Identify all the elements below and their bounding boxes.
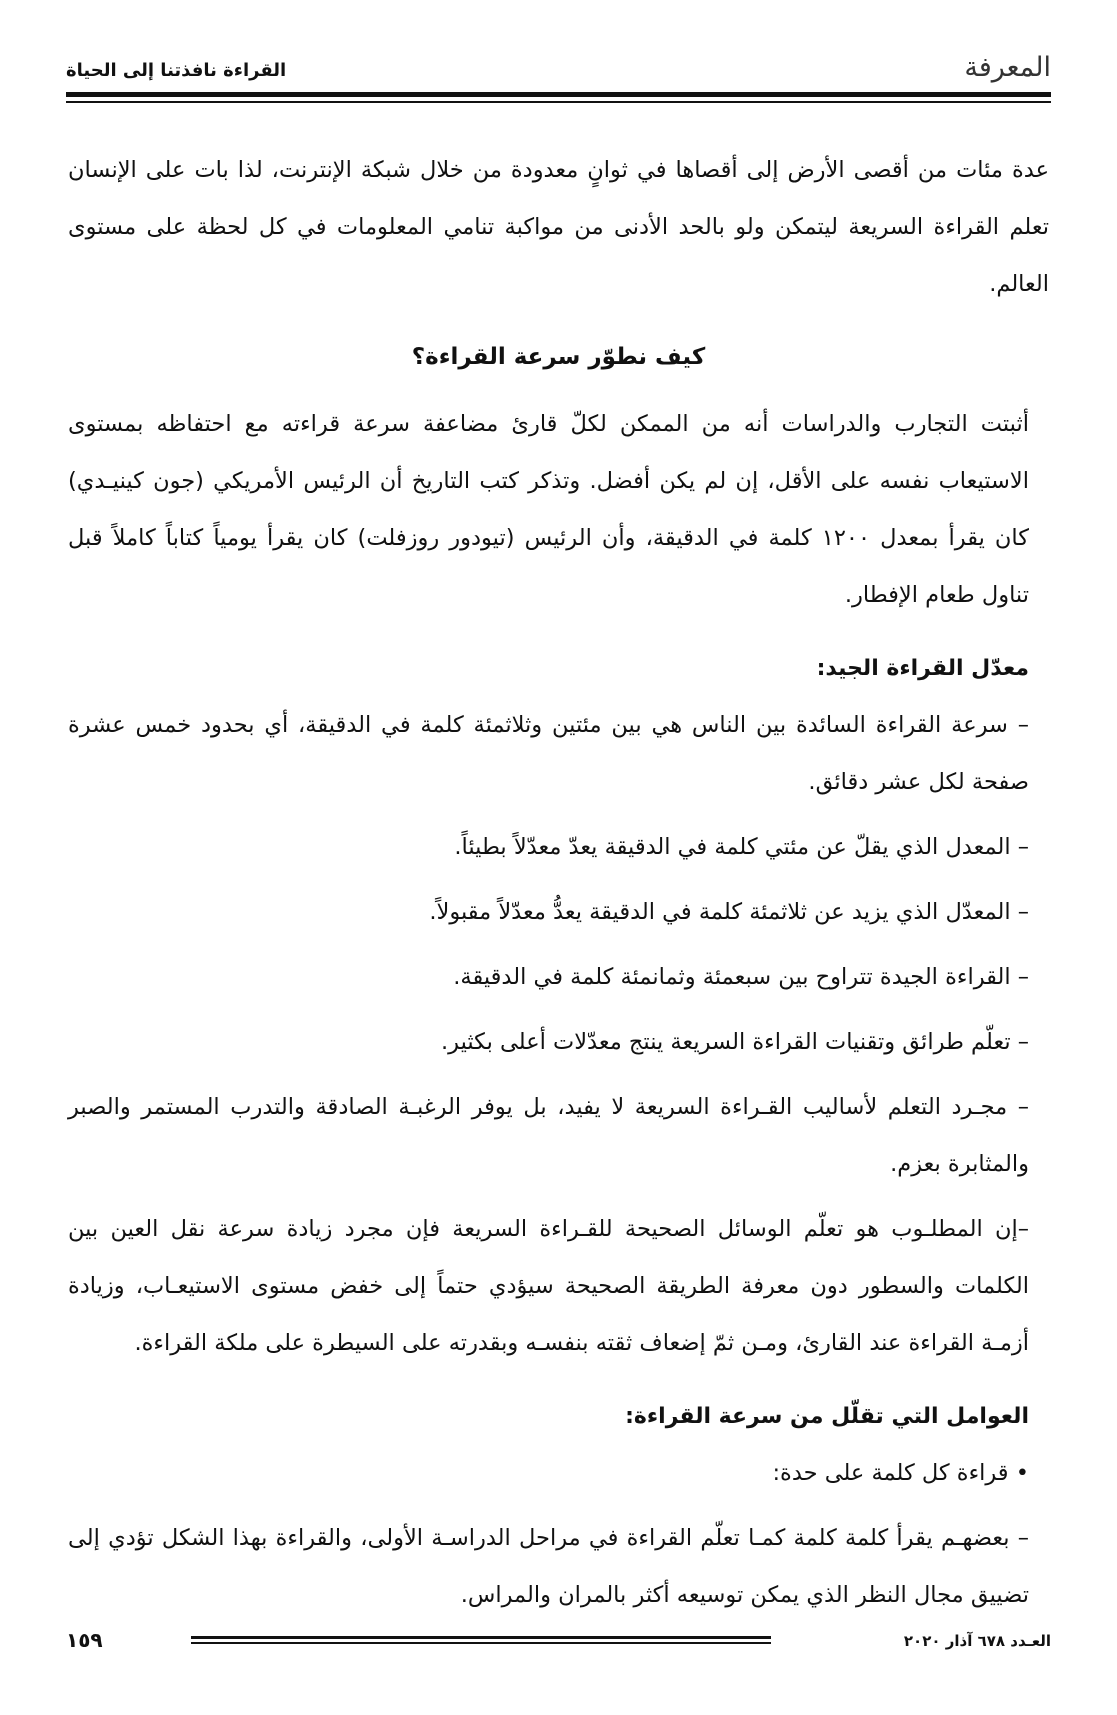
running-title: القراءة نافذتنا إلى الحياة <box>66 60 287 81</box>
rate-item: – القراءة الجيدة تتراوح بين سبعمئة وثمانمئة كلمة في الدقيقة. <box>453 964 1029 990</box>
rate-item: – المعدّل الذي يزيد عن ثلاثمئة كلمة في الدقيقة يعدُّ معدّلاً مقبولاً. <box>429 899 1029 925</box>
rate-item: – سرعة القراءة السائدة بين الناس هي بين مئتين وثلاثمئة كلمة في الدقيقة، أي بحدود خمس عشرة صفحة لكل عشر دقائق. <box>68 712 1029 795</box>
section-heading-speed: كيف نطوّر سرعة القراءة؟ <box>411 344 706 370</box>
required-paragraph: –إن المطلـوب هو تعلّم الوسائل الصحيحة للقـراءة السريعة فإن مجرد زيادة سرعة نقل العين بين الكلمات والسطور دون معرفة الطريقة الصحيحة سيؤدي حتماً إلى خفض مستوى الاستيعـاب، وزيادة أزمـة القراءة عند القارئ، ومـن ثمّ إضعاف ثقته بنفسـه وبقدرته على السيطرة على ملكة القراءة. <box>68 1216 1029 1356</box>
issue-label: العـدد ٦٧٨ آذار ٢٠٢٠ <box>903 1632 1051 1650</box>
header-rule <box>66 92 1051 97</box>
intro-paragraph: عدة مئات من أقصى الأرض إلى أقصاها في ثوانٍ معدودة من خلال شبكة الإنترنت، لذا بات على الإنسان تعلم القراءة السريعة ليتمكن ولو بالحد الأدنى من مواكبة تنامي المعلومات في كل لحظة على مستوى العالم. <box>68 157 1049 297</box>
rate-item: – مجـرد التعلم لأساليب القـراءة السريعة لا يفيد، بل يوفر الرغبـة الصادقة والتدرب المستمر والصبر والمثابرة بعزم. <box>68 1094 1029 1177</box>
header-rule-thin <box>66 101 1051 103</box>
rate-item: – تعلّم طرائق وتقنيات القراءة السريعة ينتج معدّلات أعلى بكثير. <box>441 1029 1029 1055</box>
page-footer <box>66 1628 1051 1658</box>
some-readers-paragraph: – بعضهـم يقرأ كلمة كلمة كمـا تعلّم القراءة في مراحل الدراسـة الأولى، والقراءة بهذا الشكل تؤدي إلى تضييق مجال النظر الذي يمكن توسيعه أكثر بالمران والمراس. <box>68 1525 1029 1608</box>
footer-rule <box>191 1636 771 1639</box>
bullet-word-by-word: • قراءة كل كلمة على حدة: <box>772 1460 1029 1486</box>
footer-rule-thin <box>191 1642 771 1644</box>
magazine-logo: المعرفة <box>964 52 1051 83</box>
page-header <box>66 50 1051 92</box>
rate-item: – المعدل الذي يقلّ عن مئتي كلمة في الدقيقة يعدّ معدّلاً بطيئاً. <box>454 834 1029 860</box>
subheading-good-rate: معدّل القراءة الجيد: <box>816 656 1029 681</box>
experiments-paragraph: أثبتت التجارب والدراسات أنه من الممكن لكلّ قارئ مضاعفة سرعة قراءته مع احتفاظه بمستوى الاستيعاب نفسه على الأقل، إن لم يكن أفضل. وتذكر كتب التاريخ أن الرئيس الأمريكي (جون كينيـدي) كان يقرأ بمعدل ١٢٠٠ كلمة في الدقيقة، وأن الرئيس (تيودور روزفلت) كان يقرأ يومياً كتاباً كاملاً قبل تناول طعام الإفطار. <box>68 411 1030 608</box>
article-body <box>68 142 1049 1624</box>
page-number: ١٥٩ <box>66 1628 103 1652</box>
subheading-factors: العوامل التي تقلّل من سرعة القراءة: <box>625 1404 1029 1429</box>
